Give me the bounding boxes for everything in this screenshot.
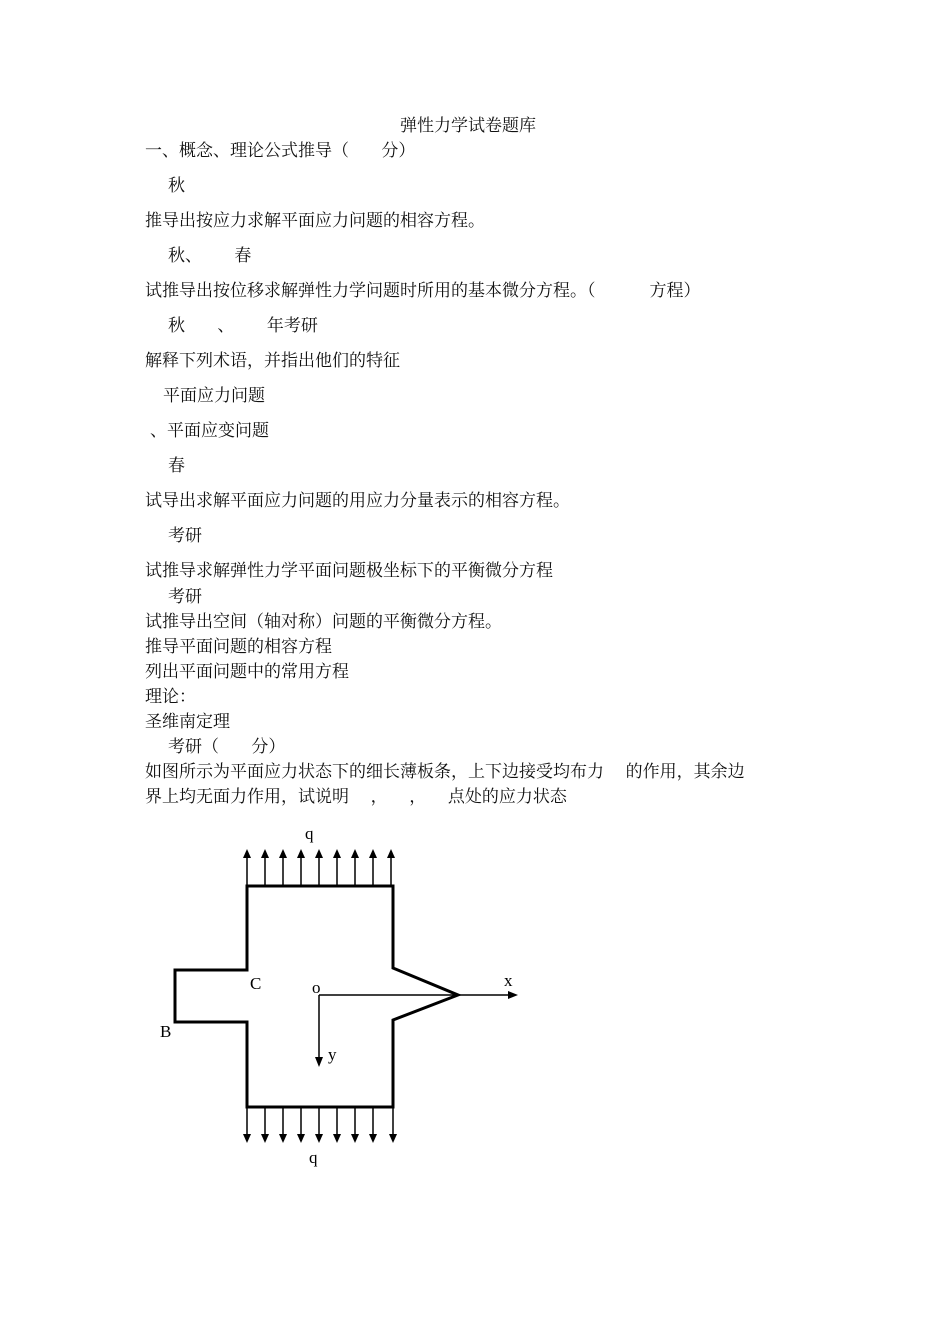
top-load-arrows xyxy=(247,854,391,886)
text-line: 试推导出空间（轴对称）问题的平衡微分方程。 xyxy=(145,612,502,632)
text-line: 推导出按应力求解平面应力问题的相容方程。 xyxy=(145,211,485,231)
label-y: y xyxy=(328,1045,337,1064)
bottom-arrowheads xyxy=(243,1134,397,1143)
text-line: 春 xyxy=(168,456,185,476)
section-heading: 一、概念、理论公式推导（ 分） xyxy=(145,141,416,161)
text-line: 秋 、 年考研 xyxy=(168,316,318,336)
page-title: 弹性力学试卷题库 xyxy=(400,116,536,136)
text-line: 列出平面问题中的常用方程 xyxy=(145,662,349,682)
x-axis-arrowhead xyxy=(508,991,518,999)
text-line: 考研 xyxy=(168,587,202,607)
text-line: 平面应力问题 xyxy=(163,386,265,406)
text-line: 试推导求解弹性力学平面问题极坐标下的平衡微分方程 xyxy=(145,561,553,581)
label-x: x xyxy=(504,971,513,990)
text-line: 试导出求解平面应力问题的用应力分量表示的相容方程。 xyxy=(145,491,570,511)
text-line: 界上均无面力作用，试说明 ， ， 点处的应力状态 xyxy=(145,787,567,807)
text-line: 理论： xyxy=(145,687,196,707)
text-line: 解释下列术语，并指出他们的特征 xyxy=(145,351,400,371)
text-line: 秋 xyxy=(168,176,185,196)
text-line: 圣维南定理 xyxy=(145,712,230,732)
text-line: 考研（ 分） xyxy=(168,737,286,757)
label-q-bottom: q xyxy=(309,1148,318,1167)
top-arrowheads xyxy=(243,849,395,858)
label-q-top: q xyxy=(305,824,314,843)
label-B: B xyxy=(160,1022,172,1041)
label-C: C xyxy=(250,974,262,993)
text-line: 试推导出按位移求解弹性力学问题时所用的基本微分方程。（ 方程） xyxy=(145,281,701,301)
text-line: 推导平面问题的相容方程 xyxy=(145,637,332,657)
label-o: o xyxy=(312,978,321,997)
text-line: 秋、 春 xyxy=(168,246,252,266)
text-line: 如图所示为平面应力状态下的细长薄板条，上下边接受均布力 的作用，其余边 xyxy=(145,762,745,782)
text-line: 、平面应变问题 xyxy=(150,421,269,441)
bottom-load-arrows xyxy=(247,1107,393,1137)
text-line: 考研 xyxy=(168,526,202,546)
y-axis-arrowhead xyxy=(315,1057,323,1067)
